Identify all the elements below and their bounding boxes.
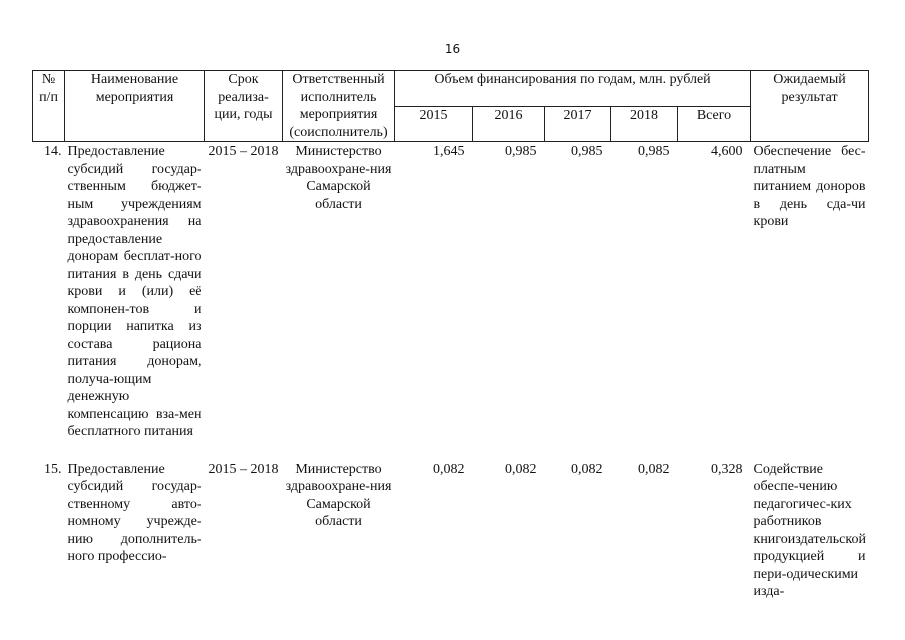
value-2016: 0,082 bbox=[505, 461, 537, 477]
implementation-term: 2015 – 2018 bbox=[208, 461, 279, 477]
table-row bbox=[33, 455, 869, 601]
value-2015: 0,082 bbox=[433, 461, 465, 477]
responsible-executor: Министерство здравоохране-ния Самарской области bbox=[285, 144, 392, 212]
row-number: 15. bbox=[44, 461, 62, 477]
table-row bbox=[33, 142, 869, 455]
header-executor: Ответственный исполнитель мероприятия (соисполнитель) bbox=[283, 71, 395, 142]
header-total: Всего bbox=[678, 106, 751, 141]
value-2017: 0,082 bbox=[571, 461, 603, 477]
header-num: № п/п bbox=[33, 71, 65, 142]
value-2018: 0,985 bbox=[638, 144, 670, 159]
funding-table bbox=[32, 70, 869, 601]
value-2016: 0,985 bbox=[505, 144, 537, 159]
value-total: 4,600 bbox=[711, 144, 743, 159]
value-total: 0,328 bbox=[711, 461, 743, 477]
header-name: Наименование мероприятия bbox=[65, 71, 205, 142]
value-2017: 0,985 bbox=[571, 144, 603, 159]
header-year-2016: 2016 bbox=[473, 106, 545, 141]
expected-result: Обеспечение бес-платным питанием доноров в день сда-чи крови bbox=[753, 144, 866, 229]
header-year-2015: 2015 bbox=[395, 106, 473, 141]
header-row bbox=[33, 71, 869, 107]
activity-name: Предоставление субсидий государ-ственным бюджет-ным учреждениям здравоохранения на предоставление донорам бесплат-ного питания в день сдачи крови и (или) её компонен-тов и порции напитка из состава рациона питания донорам, получа-ющим денежную компенсацию вза-мен бесплатного питания bbox=[67, 144, 202, 439]
header-term: Срок реализа-ции, годы bbox=[205, 71, 283, 142]
header-result: Ожидаемый результат bbox=[751, 71, 869, 142]
header-funding: Объем финансирования по годам, млн. рублей bbox=[395, 71, 751, 107]
row-number: 14. bbox=[44, 144, 62, 159]
header-year-2017: 2017 bbox=[545, 106, 611, 141]
value-2015: 1,645 bbox=[433, 144, 465, 159]
value-2018: 0,082 bbox=[638, 461, 670, 477]
implementation-term: 2015 – 2018 bbox=[208, 144, 279, 159]
header-year-2018: 2018 bbox=[611, 106, 678, 141]
activity-name: Предоставление субсидий государ-ственному авто-номному учрежде-нию дополнитель-ного профессио- bbox=[67, 461, 202, 564]
responsible-executor: Министерство здравоохране-ния Самарской области bbox=[285, 461, 392, 529]
page-number: 16 bbox=[444, 42, 461, 56]
expected-result: Содействие обеспе-чению педагогичес-ких работников книгоиздательской продукцией и пери-одическими изда- bbox=[753, 461, 866, 599]
